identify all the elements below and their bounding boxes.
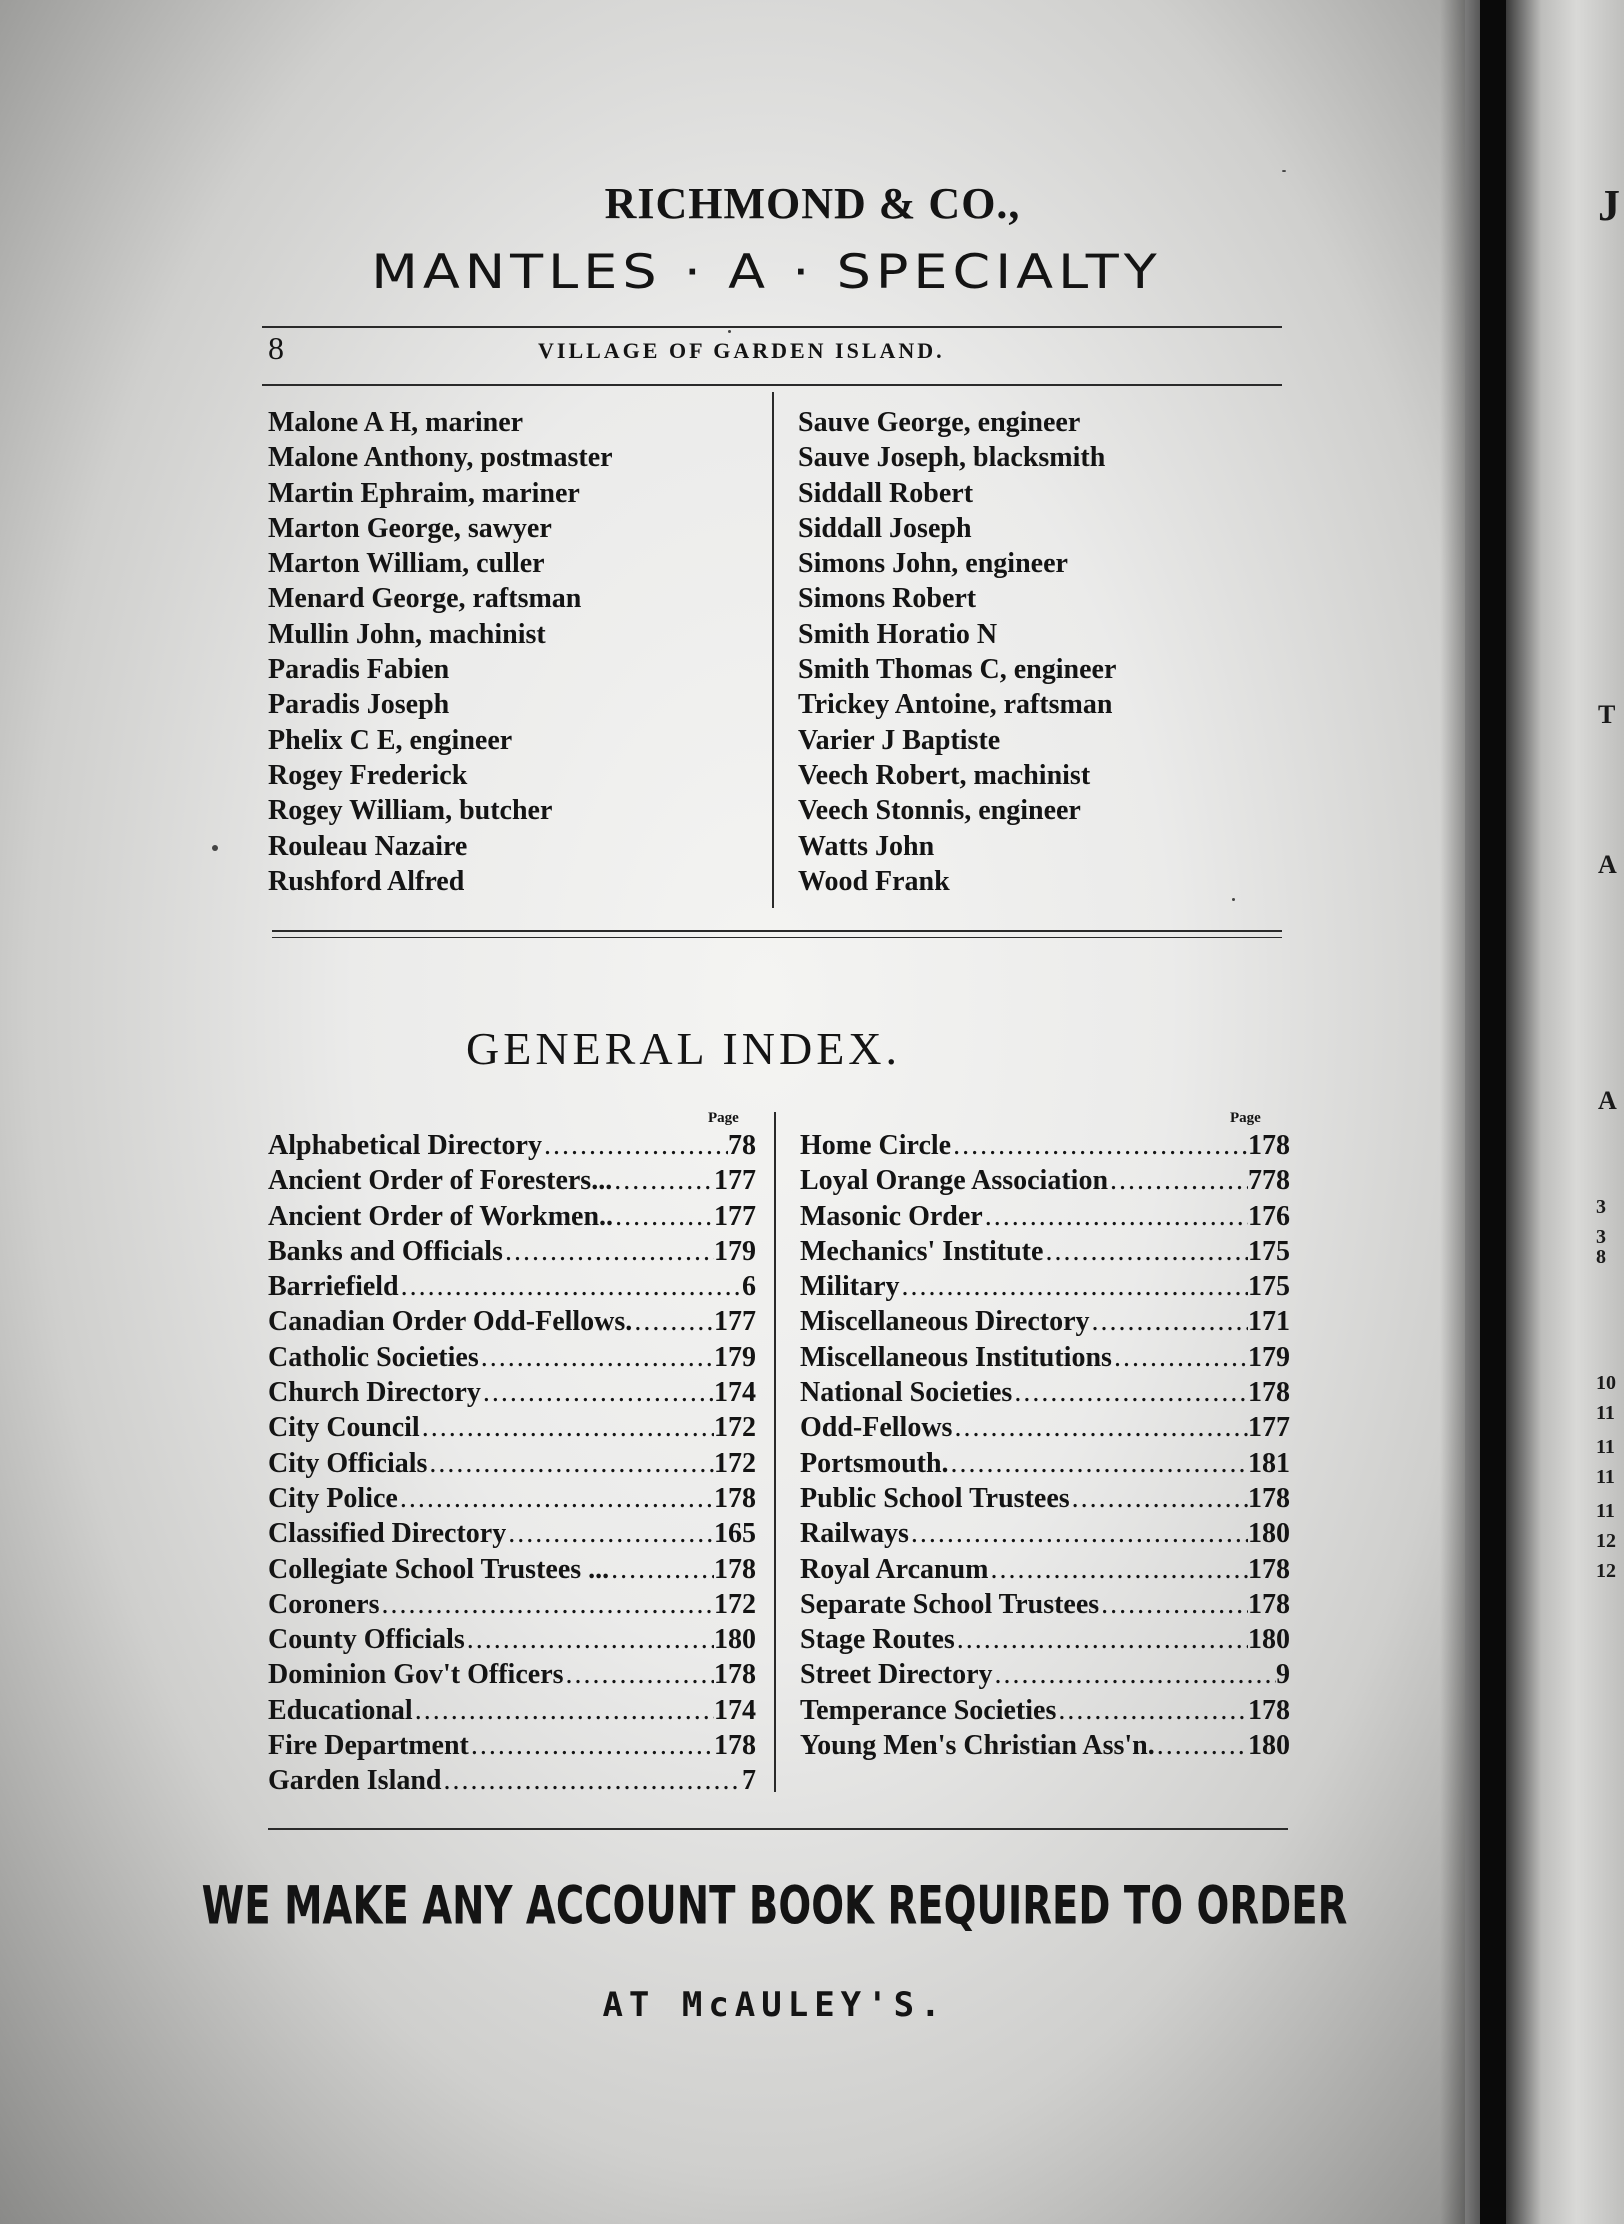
index-entry-page: 172 xyxy=(714,1588,756,1620)
index-entry-title: Masonic Order xyxy=(800,1200,983,1232)
index-entry xyxy=(800,1163,1290,1198)
index-entry xyxy=(268,1587,756,1622)
leader-dots xyxy=(1056,1693,1248,1728)
index-entry xyxy=(800,1657,1290,1692)
directory-left-column xyxy=(268,405,613,899)
index-entry-page: 7 xyxy=(742,1765,756,1797)
index-entry-page: 171 xyxy=(1248,1306,1290,1338)
footer-rule xyxy=(268,1828,1288,1830)
index-entry xyxy=(268,1552,756,1587)
leader-dots xyxy=(983,1199,1248,1234)
index-entry-title: Collegiate School Trustees ... xyxy=(268,1553,610,1585)
index-entry-page: 174 xyxy=(714,1377,756,1409)
adjacent-fragment: T xyxy=(1598,700,1616,729)
advert-company-name: RICHMOND & CO., xyxy=(604,179,1021,228)
head-rule xyxy=(262,384,1282,386)
directory-entry: Paradis Joseph xyxy=(268,689,450,721)
directory-entry: Menard George, raftsman xyxy=(268,583,582,615)
leader-dots xyxy=(413,1693,714,1728)
index-entry xyxy=(268,1128,756,1163)
adjacent-fragment: 11 xyxy=(1596,1436,1615,1458)
index-entry-page: 179 xyxy=(714,1235,756,1267)
section-double-rule xyxy=(272,930,1282,938)
page-number: 8 xyxy=(268,330,284,366)
index-entry-title: Banks and Officials xyxy=(268,1235,503,1267)
index-entry xyxy=(800,1481,1290,1516)
leader-dots xyxy=(1108,1163,1248,1198)
index-entry xyxy=(268,1657,756,1692)
index-entry xyxy=(268,1763,756,1798)
index-entry-page: 176 xyxy=(1248,1200,1290,1232)
index-entry-page: 172 xyxy=(714,1447,756,1479)
adjacent-fragment: 11 xyxy=(1596,1500,1615,1522)
directory-entry: Rogey Frederick xyxy=(268,759,468,791)
directory-entry: Smith Horatio N xyxy=(798,618,998,650)
index-entry xyxy=(800,1516,1290,1551)
leader-dots xyxy=(420,1410,714,1445)
index-entry-title: Alphabetical Directory xyxy=(268,1130,542,1161)
index-entry xyxy=(268,1446,756,1481)
index-right-column xyxy=(800,1128,1290,1763)
index-entry-page: 172 xyxy=(714,1412,756,1444)
leader-dots xyxy=(379,1587,714,1622)
directory-entry: Mullin John, machinist xyxy=(268,618,546,650)
index-entry-page: 179 xyxy=(1248,1341,1290,1373)
index-entry-title: Dominion Gov't Officers xyxy=(268,1659,564,1691)
advert-account-books: WE MAKE ANY ACCOUNT BOOK REQUIRED TO ORDER xyxy=(201,1873,1348,1937)
index-left-column xyxy=(268,1128,756,1799)
index-entry-title: Miscellaneous Institutions xyxy=(800,1341,1112,1373)
index-entry-title: Public School Trustees xyxy=(800,1482,1070,1514)
index-entry xyxy=(800,1128,1290,1163)
binding-gutter xyxy=(1480,0,1506,2224)
adjacent-fragment: A xyxy=(1598,850,1617,879)
index-entry-page: 177 xyxy=(714,1306,756,1338)
index-entry xyxy=(268,1234,756,1269)
index-entry xyxy=(800,1410,1290,1445)
adjacent-fragment: 8 xyxy=(1596,1246,1606,1268)
advert-mcauley: AT McAULEY'S. xyxy=(602,1985,947,2025)
leader-dots xyxy=(442,1763,743,1798)
directory-entry: Simons John, engineer xyxy=(798,548,1068,580)
index-entry-title: Temperance Societies xyxy=(800,1694,1057,1726)
index-entry-page: 181 xyxy=(1248,1447,1290,1479)
directory-column-divider xyxy=(772,392,774,908)
leader-dots xyxy=(542,1128,728,1163)
directory-entry: Malone A H, mariner xyxy=(268,407,524,438)
directory-entry: Watts John xyxy=(798,830,935,862)
adjacent-fragment: 11 xyxy=(1596,1466,1615,1488)
index-entry-page: 9 xyxy=(1276,1659,1290,1691)
index-entry xyxy=(268,1269,756,1304)
index-column-divider xyxy=(774,1112,776,1792)
directory-entry: Marton William, culler xyxy=(268,548,545,580)
index-entry-page: 178 xyxy=(1248,1553,1290,1585)
directory-entry: Malone Anthony, postmaster xyxy=(268,442,613,474)
index-entry-title: Military xyxy=(800,1271,900,1303)
adjacent-fragment: 12 xyxy=(1596,1560,1616,1582)
leader-dots xyxy=(955,1622,1248,1657)
adjacent-fragment: A xyxy=(1598,1086,1617,1115)
leader-dots xyxy=(1090,1304,1248,1339)
index-entry-title: Home Circle xyxy=(800,1130,952,1161)
leader-dots xyxy=(1043,1234,1248,1269)
index-entry-page: 174 xyxy=(714,1694,756,1726)
leader-dots xyxy=(612,1163,714,1198)
directory-entry: Trickey Antoine, raftsman xyxy=(798,689,1113,721)
index-entry-title: Street Directory xyxy=(800,1659,993,1691)
index-entry-title: Fire Department xyxy=(268,1730,469,1762)
leader-dots xyxy=(609,1552,714,1587)
index-entry-page: 178 xyxy=(1248,1694,1290,1726)
index-entry-title: Coroners xyxy=(268,1588,380,1620)
adjacent-fragment: 11 xyxy=(1596,1402,1615,1424)
directory-entry: Rogey William, butcher xyxy=(268,795,553,827)
directory-entry: Varier J Baptiste xyxy=(798,724,1001,756)
index-entry-page: 180 xyxy=(1248,1624,1290,1656)
index-entry xyxy=(268,1622,756,1657)
index-entry-title: Stage Routes xyxy=(800,1624,955,1656)
index-entry xyxy=(800,1304,1290,1339)
directory-entry: Smith Thomas C, engineer xyxy=(798,654,1117,686)
index-entry xyxy=(268,1340,756,1375)
page-label-left: Page xyxy=(708,1110,739,1126)
section-title: VILLAGE OF GARDEN ISLAND. xyxy=(538,338,945,363)
leader-dots xyxy=(481,1375,714,1410)
leader-dots xyxy=(632,1304,714,1339)
index-entry-page: 165 xyxy=(714,1518,756,1550)
index-entry-page: 178 xyxy=(714,1730,756,1762)
index-entry-title: Educational xyxy=(268,1694,413,1726)
directory-entry: Sauve Joseph, blacksmith xyxy=(798,442,1106,474)
index-entry-title: Royal Arcanum xyxy=(800,1553,989,1585)
index-entry-title: Miscellaneous Directory xyxy=(800,1306,1090,1338)
index-entry xyxy=(800,1340,1290,1375)
index-entry-page: 180 xyxy=(1248,1518,1290,1550)
directory-entry: Siddall Robert xyxy=(798,477,974,509)
index-entry xyxy=(800,1693,1290,1728)
directory-entry: Martin Ephraim, mariner xyxy=(268,477,580,509)
index-entry xyxy=(800,1728,1290,1763)
directory-entry: Rouleau Nazaire xyxy=(268,830,468,862)
leader-dots xyxy=(1112,1340,1248,1375)
leader-dots xyxy=(993,1657,1276,1692)
leader-dots xyxy=(1012,1375,1248,1410)
scan-speck xyxy=(728,330,731,333)
index-entry-title: Garden Island xyxy=(268,1765,442,1797)
leader-dots xyxy=(951,1128,1248,1163)
scan-speck xyxy=(1282,170,1286,172)
index-entry-title: Classified Directory xyxy=(268,1518,507,1550)
leader-dots xyxy=(479,1340,714,1375)
leader-dots xyxy=(952,1410,1248,1445)
general-index-title: GENERAL INDEX. xyxy=(466,1023,902,1074)
scan-speck xyxy=(212,845,218,851)
index-entry xyxy=(268,1516,756,1551)
index-entry-page: 178 xyxy=(714,1482,756,1514)
index-entry-page: 178 xyxy=(1248,1130,1290,1161)
index-entry-title: Ancient Order of Foresters... xyxy=(268,1165,613,1197)
index-entry-title: Odd-Fellows xyxy=(800,1412,953,1444)
directory-entry: Phelix C E, engineer xyxy=(268,724,513,756)
index-entry xyxy=(268,1199,756,1234)
index-entry-page: 175 xyxy=(1248,1235,1290,1267)
leader-dots xyxy=(949,1446,1248,1481)
index-entry-page: 178 xyxy=(1248,1377,1290,1409)
leader-dots xyxy=(1155,1728,1248,1763)
index-entry-page: 179 xyxy=(714,1341,756,1373)
index-entry-page: 778 xyxy=(1248,1165,1290,1197)
leader-dots xyxy=(564,1657,714,1692)
index-entry-title: Catholic Societies xyxy=(268,1341,479,1373)
index-entry-title: National Societies xyxy=(800,1377,1013,1409)
index-entry-page: 178 xyxy=(1248,1482,1290,1514)
index-entry-page: 177 xyxy=(714,1200,756,1232)
index-entry-title: Loyal Orange Association xyxy=(800,1165,1109,1197)
directory-right-column xyxy=(798,405,1116,899)
leader-dots xyxy=(399,1269,742,1304)
directory-entry: Paradis Fabien xyxy=(268,654,450,686)
adjacent-fragment: J xyxy=(1598,181,1620,230)
index-entry-title: Church Directory xyxy=(268,1377,481,1409)
leader-dots xyxy=(1070,1481,1248,1516)
index-entry-page: 177 xyxy=(1248,1412,1290,1444)
running-head xyxy=(268,332,1278,372)
adjacent-fragment: 12 xyxy=(1596,1530,1616,1552)
index-entry-page: 180 xyxy=(714,1624,756,1656)
directory-entry: Veech Stonnis, engineer xyxy=(798,795,1081,827)
leader-dots xyxy=(613,1199,714,1234)
index-entry-title: Barriefield xyxy=(268,1271,399,1303)
leader-dots xyxy=(503,1234,714,1269)
directory-entry: Simons Robert xyxy=(798,583,977,615)
index-entry-title: Railways xyxy=(800,1518,909,1550)
index-entry-page: 180 xyxy=(1248,1730,1290,1762)
index-entry xyxy=(800,1446,1290,1481)
leader-dots xyxy=(1099,1587,1248,1622)
index-entry-title: City Officials xyxy=(268,1447,428,1479)
index-entry xyxy=(268,1728,756,1763)
directory-entry: Sauve George, engineer xyxy=(798,407,1081,438)
index-entry xyxy=(800,1199,1290,1234)
scan-speck xyxy=(1232,898,1235,901)
leader-dots xyxy=(469,1728,714,1763)
directory-entry: Wood Frank xyxy=(798,865,950,897)
index-entry-page: 6 xyxy=(742,1271,756,1303)
index-entry-page: 178 xyxy=(714,1553,756,1585)
page-label-right: Page xyxy=(1230,1110,1261,1126)
index-entry xyxy=(268,1410,756,1445)
index-entry xyxy=(800,1552,1290,1587)
index-entry-title: City Council xyxy=(268,1412,420,1444)
index-entry-title: Portsmouth. xyxy=(800,1447,949,1479)
index-entry xyxy=(800,1375,1290,1410)
index-entry-page: 178 xyxy=(1248,1588,1290,1620)
directory-entry: Marton George, sawyer xyxy=(268,512,552,544)
index-entry xyxy=(268,1304,756,1339)
index-entry-page: 78 xyxy=(728,1130,756,1161)
adjacent-fragment: 10 xyxy=(1596,1372,1616,1394)
adjacent-fragment: 3 xyxy=(1596,1226,1606,1248)
index-entry-title: Canadian Order Odd-Fellows. xyxy=(268,1306,633,1338)
leader-dots xyxy=(900,1269,1248,1304)
index-entry-page: 178 xyxy=(714,1659,756,1691)
top-rule xyxy=(262,326,1282,328)
leader-dots xyxy=(465,1622,714,1657)
index-entry-page: 175 xyxy=(1248,1271,1290,1303)
index-entry xyxy=(268,1375,756,1410)
adjacent-fragment: 3 xyxy=(1596,1196,1606,1218)
directory-entry: Siddall Joseph xyxy=(798,512,972,544)
index-entry xyxy=(800,1234,1290,1269)
index-entry xyxy=(800,1587,1290,1622)
index-entry xyxy=(268,1481,756,1516)
directory-entry: Rushford Alfred xyxy=(268,865,465,897)
leader-dots xyxy=(506,1516,714,1551)
index-entry xyxy=(268,1693,756,1728)
leader-dots xyxy=(398,1481,714,1516)
leader-dots xyxy=(909,1516,1248,1551)
advert-slogan: MANTLES · A · SPECIALTY xyxy=(371,243,1162,300)
index-entry xyxy=(800,1622,1290,1657)
index-entry-title: Young Men's Christian Ass'n. xyxy=(800,1730,1155,1762)
index-entry xyxy=(800,1269,1290,1304)
index-entry-title: City Police xyxy=(268,1482,398,1514)
leader-dots xyxy=(427,1446,714,1481)
index-entry-title: Mechanics' Institute xyxy=(800,1235,1044,1267)
directory-entry: Veech Robert, machinist xyxy=(798,759,1091,791)
index-entry-title: Ancient Order of Workmen.. xyxy=(268,1200,614,1232)
index-entry-title: County Officials xyxy=(268,1624,465,1656)
leader-dots xyxy=(989,1552,1249,1587)
index-entry xyxy=(268,1163,756,1198)
index-entry-page: 177 xyxy=(714,1165,756,1197)
index-entry-title: Separate School Trustees xyxy=(800,1588,1100,1620)
